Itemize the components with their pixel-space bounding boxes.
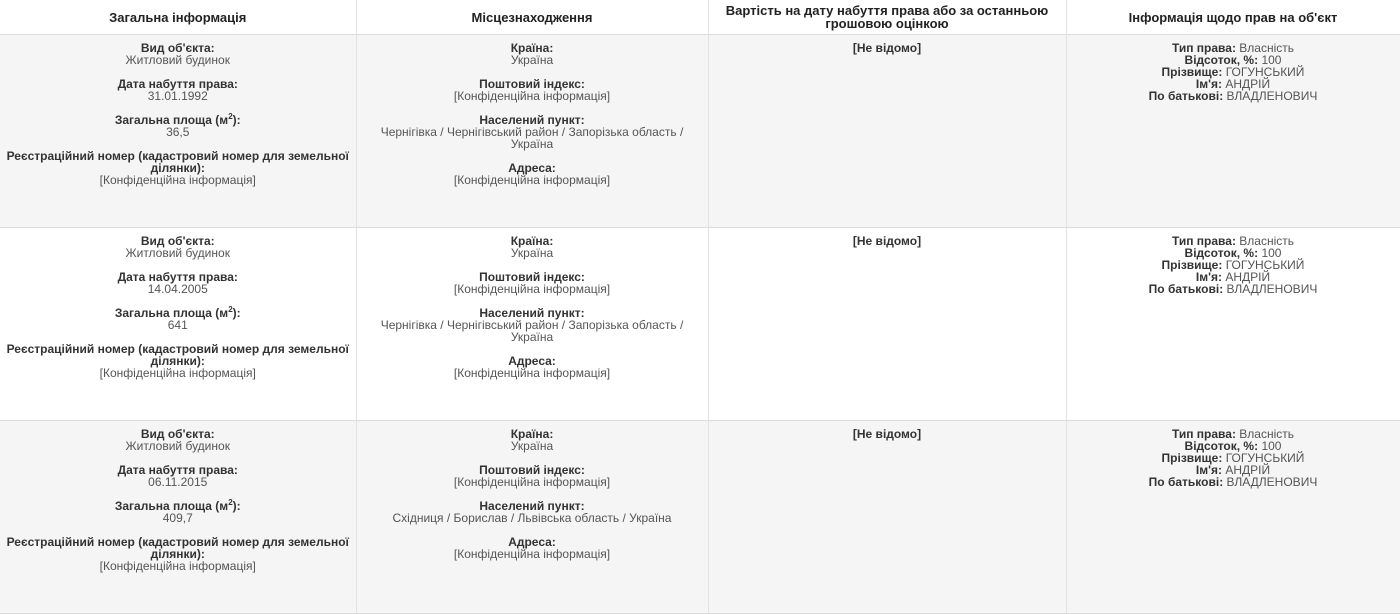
patronymic-line: По батькові: ВЛАДЛЕНОВИЧ [1148, 475, 1318, 489]
value-unknown: [Не відомо] [852, 427, 922, 441]
table-row [0, 228, 1400, 421]
address-label: Адреса: [508, 354, 556, 368]
reg-number-label: Реєстраційний номер (кадастровий номер для земельної ділянки): [6, 149, 349, 175]
settlement-value: Східниця / Борислав / Львівська область / Україна [392, 511, 672, 525]
settlement-value: Чернігівка / Чернігівський район / Запорізька область / Україна [380, 318, 684, 344]
object-type-value: Житловий будинок [125, 246, 230, 260]
country-label: Країна: [510, 234, 554, 248]
postal-label: Поштовий індекс: [479, 270, 585, 284]
percent-line: Відсоток, %: 100 [1184, 246, 1282, 260]
postal-value: [Конфіденційна інформація] [453, 282, 611, 296]
table-row [0, 421, 1400, 614]
general-info-cell [0, 421, 356, 614]
settlement-value: Чернігівка / Чернігівський район / Запорізька область / Україна [380, 125, 684, 151]
settlement-label: Населений пункт: [479, 306, 585, 320]
reg-number-block [6, 536, 350, 572]
name-line: Ім'я: АНДРІЙ [1195, 270, 1271, 284]
address-block [363, 536, 702, 560]
surname-line: Прізвище: ГОГУНСЬКИЙ [1161, 451, 1305, 465]
name-line: Ім'я: АНДРІЙ [1195, 463, 1271, 477]
acquired-date-block [6, 464, 350, 488]
area-value: 36,5 [166, 125, 190, 139]
value-cell [708, 228, 1066, 421]
patronymic-line: По батькові: ВЛАДЛЕНОВИЧ [1148, 282, 1318, 296]
country-value: Україна [510, 439, 554, 453]
header-location: Місцезнаходження [356, 0, 708, 35]
object-type-label: Вид об'єкта: [140, 427, 215, 441]
location-cell [356, 421, 708, 614]
area-value: 641 [167, 318, 188, 332]
table-row [0, 35, 1400, 228]
address-block [363, 355, 702, 379]
surname-line: Прізвище: ГОГУНСЬКИЙ [1161, 65, 1305, 79]
right-type-line: Тип права: Власність [1171, 427, 1295, 441]
percent-line: Відсоток, %: 100 [1184, 439, 1282, 453]
reg-number-block [6, 343, 350, 379]
patronymic-line: По батькові: ВЛАДЛЕНОВИЧ [1148, 89, 1318, 103]
object-type-block [6, 428, 350, 452]
country-block [363, 42, 702, 66]
value-cell [708, 35, 1066, 228]
area-block [6, 307, 350, 331]
area-value: 409,7 [162, 511, 193, 525]
country-label: Країна: [510, 427, 554, 441]
settlement-label: Населений пункт: [479, 113, 585, 127]
object-type-value: Житловий будинок [125, 439, 230, 453]
address-value: [Конфіденційна інформація] [453, 366, 611, 380]
postal-label: Поштовий індекс: [479, 77, 585, 91]
settlement-block [363, 114, 702, 150]
right-type-line: Тип права: Власність [1171, 41, 1295, 55]
area-label: Загальна площа $(м^2)$: [114, 305, 241, 320]
value-unknown: [Не відомо] [852, 41, 922, 55]
general-info-cell [0, 228, 356, 421]
location-cell [356, 228, 708, 421]
object-type-block [6, 42, 350, 66]
rights-cell [1066, 421, 1400, 614]
reg-number-value: [Конфіденційна інформація] [99, 559, 256, 573]
postal-block [363, 271, 702, 295]
value-cell [708, 421, 1066, 614]
value-unknown: [Не відомо] [852, 234, 922, 248]
header-rights-info: Інформація щодо прав на об'єкт [1066, 0, 1400, 35]
address-value: [Конфіденційна інформація] [453, 173, 611, 187]
header-general-info: Загальна інформація [0, 0, 356, 35]
address-value: [Конфіденційна інформація] [453, 547, 611, 561]
general-info-cell [0, 35, 356, 228]
country-block [363, 235, 702, 259]
acquired-date-value: 06.11.2015 [148, 475, 208, 489]
area-label: Загальна площа $(м^2)$: [114, 112, 241, 127]
reg-number-value: [Конфіденційна інформація] [99, 173, 256, 187]
object-type-label: Вид об'єкта: [140, 41, 215, 55]
area-label: Загальна площа $(м^2)$: [114, 498, 241, 513]
acquired-date-block [6, 78, 350, 102]
acquired-date-value: 14.04.2005 [147, 282, 208, 296]
address-block [363, 162, 702, 186]
table-header-row [0, 0, 1400, 35]
address-label: Адреса: [508, 161, 556, 175]
reg-number-label: Реєстраційний номер (кадастровий номер для земельної ділянки): [6, 342, 349, 368]
acquired-date-label: Дата набуття права: [117, 270, 238, 284]
country-value: Україна [510, 53, 554, 67]
right-type-line: Тип права: Власність [1171, 234, 1295, 248]
settlement-block [363, 307, 702, 343]
object-type-block [6, 235, 350, 259]
acquired-date-label: Дата набуття права: [117, 77, 238, 91]
percent-line: Відсоток, %: 100 [1184, 53, 1282, 67]
postal-value: [Конфіденційна інформація] [453, 89, 611, 103]
area-block [6, 500, 350, 524]
acquired-date-value: 31.01.1992 [147, 89, 208, 103]
postal-block [363, 464, 702, 488]
acquired-date-label: Дата набуття права: [117, 463, 238, 477]
rights-cell [1066, 35, 1400, 228]
surname-line: Прізвище: ГОГУНСЬКИЙ [1161, 258, 1305, 272]
country-value: Україна [510, 246, 554, 260]
settlement-label: Населений пункт: [479, 499, 585, 513]
area-block [6, 114, 350, 138]
rights-cell [1066, 228, 1400, 421]
postal-block [363, 78, 702, 102]
address-label: Адреса: [508, 535, 556, 549]
object-type-label: Вид об'єкта: [140, 234, 215, 248]
reg-number-block [6, 150, 350, 186]
acquired-date-block [6, 271, 350, 295]
location-cell [356, 35, 708, 228]
postal-value: [Конфіденційна інформація] [453, 475, 611, 489]
country-block [363, 428, 702, 452]
header-value: Вартість на дату набуття права або за останньою грошовою оцінкою [708, 0, 1066, 35]
settlement-block [363, 500, 702, 524]
reg-number-value: [Конфіденційна інформація] [99, 366, 256, 380]
postal-label: Поштовий індекс: [479, 463, 585, 477]
country-label: Країна: [510, 41, 554, 55]
reg-number-label: Реєстраційний номер (кадастровий номер для земельної ділянки): [6, 535, 349, 561]
object-type-value: Житловий будинок [125, 53, 230, 67]
name-line: Ім'я: АНДРІЙ [1195, 77, 1271, 91]
